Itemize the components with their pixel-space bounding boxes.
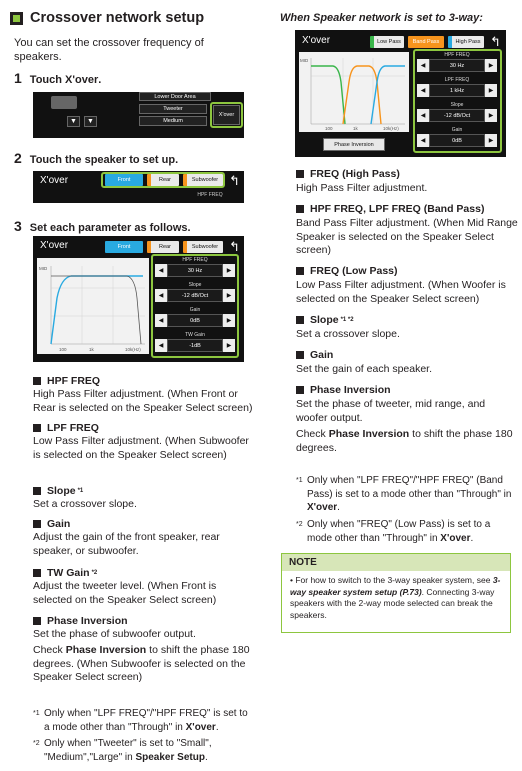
step-3: 3 Set each parameter as follows. [14,218,191,234]
param-hpf-freq: HPF FREQ ◀ 30 Hz ▶ [417,52,497,74]
item-heading: FREQ (High Pass) [296,168,400,180]
param-lpf-freq: LPF FREQ ◀ 1 kHz ▶ [417,77,497,99]
item-body: Set the phase of tweeter, mid range, and woofer output. [296,398,486,424]
screen-xover-3way [295,30,506,157]
right-arrow-icon[interactable]: ▶ [485,134,497,147]
x-tick: 1k [353,126,358,131]
x-tick: 1k [89,347,94,352]
bullet-square-icon [33,487,41,495]
param-tw-gain: TW Gain ◀ -1dB ▶ [155,332,235,354]
bullet-square-icon [296,316,304,324]
section-title: Crossover network setup [10,10,204,26]
left-arrow-icon[interactable]: ◀ [417,134,429,147]
back-arrow-icon[interactable]: ↰ [490,34,501,49]
footnote-1: *1 Only when "LPF FREQ"/"HPF FREQ" (Band Pass) is set to a mode other than "Through" in X'over. [296,475,512,513]
bullet-square-icon [296,386,304,394]
note-box [281,553,511,633]
item-body: Adjust the tweeter level. (When Front is selected on the Speaker Select screen) [33,580,217,606]
tab-subwoofer[interactable]: Subwoofer [183,174,223,186]
param-gain: Gain ◀ 0dB ▶ [417,127,497,149]
low-pass-curve [311,66,345,124]
y-label: MID [300,58,309,63]
item-body: High Pass Filter adjustment. (When Front or Rear is selected on the Speaker Select screen) [33,388,253,414]
x-tick: 10k(Hz) [125,347,141,352]
param-gain: Gain ◀ 0dB ▶ [155,307,235,329]
hpf-freq-hint: HPF FREQ [197,192,223,198]
item-heading: HPF FREQ [33,375,100,387]
bullet-square-icon [296,351,304,359]
tab-high-pass[interactable]: High Pass [448,36,484,48]
bullet-square-icon [33,569,41,577]
tab-rear[interactable]: Rear [147,174,179,186]
param-slope: Slope ◀ -12 dB/Oct ▶ [417,102,497,124]
left-arrow-icon[interactable]: ◀ [417,84,429,97]
screen-title: X'over [40,240,69,251]
medium-button[interactable]: Medium [139,116,207,126]
item-heading: LPF FREQ [33,422,99,434]
left-arrow-icon[interactable]: ◀ [155,289,167,302]
phase-check-text: Check Phase Inversion to shift the phase 180 degrees. (When Subwoofer is selected on the Speaker Select screen) [33,644,250,683]
screen-title: X'over [302,35,331,46]
section-marker-icon [10,12,23,25]
tab-band-pass[interactable]: Band Pass [408,36,444,48]
item-body: Low Pass Filter adjustment. (When Woofer is selected on the Speaker Select screen) [296,279,506,305]
phase-check-text: Check Phase Inversion to shift the phase 180 degrees. [296,428,513,454]
bullet-square-icon [296,267,304,275]
back-arrow-icon[interactable]: ↰ [229,239,240,254]
tab-front[interactable]: Front [105,174,143,186]
y-label: MID [39,266,48,271]
item-heading: HPF FREQ, LPF FREQ (Band Pass) [296,203,484,215]
crossover-graph [299,52,409,132]
right-arrow-icon[interactable]: ▶ [223,314,235,327]
footnote-2: *2 Only when "FREQ" (Low Pass) is set to a mode other than "Through" in X'over. [296,519,491,544]
xover-button[interactable]: X'over [213,105,240,125]
right-arrow-icon[interactable]: ▶ [223,264,235,277]
three-way-heading: When Speaker network is set to 3-way: [280,12,483,24]
back-arrow-icon[interactable]: ↰ [229,173,240,188]
bullet-square-icon [296,205,304,213]
param-panel [155,257,235,357]
note-text: • For how to switch to the 3-way speaker system, see 3-way speaker system setup (P.73). Connecting 3-way speakers with the 2-way mode selected can break the speakers. [290,575,501,620]
item-heading: Slope *1 [33,485,83,497]
bullet-square-icon [296,170,304,178]
item-heading: TW Gain *2 [33,567,97,579]
right-arrow-icon[interactable]: ▶ [485,59,497,72]
intro-text: You can set the crossover frequency of speakers. [14,37,204,63]
screen-speaker-select [33,171,244,203]
item-body: Set the phase of subwoofer output. [33,628,196,640]
item-heading: Phase Inversion [33,615,128,627]
x-tick: 100 [325,126,333,131]
x-tick: 10k(Hz) [383,126,399,131]
tab-low-pass[interactable]: Low Pass [370,36,404,48]
bullet-square-icon [33,617,41,625]
tab-rear[interactable]: Rear [147,241,179,253]
item-body: Adjust the gain of the front speaker, rear speaker, or subwoofer. [33,531,220,557]
step-1: 1 Touch X'over . [14,70,102,86]
item-heading: Slope *1 *2 [296,314,354,326]
note-title: NOTE [282,554,510,571]
left-arrow-icon[interactable]: ◀ [155,314,167,327]
item-body: Set the gain of each speaker. [296,363,433,375]
right-arrow-icon[interactable]: ▶ [223,339,235,352]
tweeter-button[interactable]: Tweeter [139,104,207,114]
item-body: Set a crossover slope. [296,328,400,340]
item-heading: FREQ (Low Pass) [296,265,398,277]
param-panel [417,52,497,152]
speaker-icon-button-2[interactable]: ▼ [84,116,97,127]
item-heading: Gain [33,518,70,530]
item-body: Low Pass Filter adjustment. (When Subwoofer is selected on the Speaker Select screen) [33,435,249,461]
item-body: Band Pass Filter adjustment. (When Mid Range Speaker is selected on the Speaker Select screen) [296,217,518,256]
crossover-graph [37,258,149,354]
right-arrow-icon[interactable]: ▶ [485,109,497,122]
phase-inversion-button[interactable]: Phase Inversion [323,138,385,151]
tab-front[interactable]: Front [105,241,143,253]
crossover-curve-svg [299,52,409,132]
item-body: High Pass Filter adjustment. [296,182,428,194]
speaker-image [51,96,77,109]
item-heading: Phase Inversion [296,384,391,396]
screen-audio-menu [33,92,244,138]
screen-title: X'over [40,175,69,186]
bullet-square-icon [33,377,41,385]
reference-curve [51,276,141,344]
crossover-curve-svg [37,258,149,354]
footnote-1: *1 Only when "LPF FREQ"/"HPF FREQ" is set to a mode other than "Through" in X'over. [33,708,248,733]
screen-xover-2way [33,236,244,362]
param-hpf-freq: HPF FREQ ◀ 30 Hz ▶ [155,257,235,279]
bullet-square-icon [33,424,41,432]
bullet-square-icon [33,520,41,528]
hpf-curve [51,276,143,344]
left-arrow-icon[interactable]: ◀ [417,109,429,122]
left-arrow-icon[interactable]: ◀ [417,59,429,72]
right-arrow-icon[interactable]: ▶ [485,84,497,97]
right-arrow-icon[interactable]: ▶ [223,289,235,302]
step-2: 2 Touch the speaker to set up. [14,150,179,166]
item-heading: Gain [296,349,333,361]
lower-door-area-button[interactable]: Lower Door Area [139,92,211,101]
x-tick: 100 [59,347,67,352]
param-slope: Slope ◀ -12 dB/Oct ▶ [155,282,235,304]
footnote-2: *2 Only when "Tweeter" is set to "Small", "Medium","Large" in Speaker Setup. [33,738,212,763]
left-arrow-icon[interactable]: ◀ [155,339,167,352]
tab-subwoofer[interactable]: Subwoofer [183,241,223,253]
speaker-icon-button-1[interactable]: ▼ [67,116,80,127]
left-arrow-icon[interactable]: ◀ [155,264,167,277]
note-link[interactable]: 3-way speaker system setup (P.73) [290,575,501,597]
item-body: Set a crossover slope. [33,498,137,510]
